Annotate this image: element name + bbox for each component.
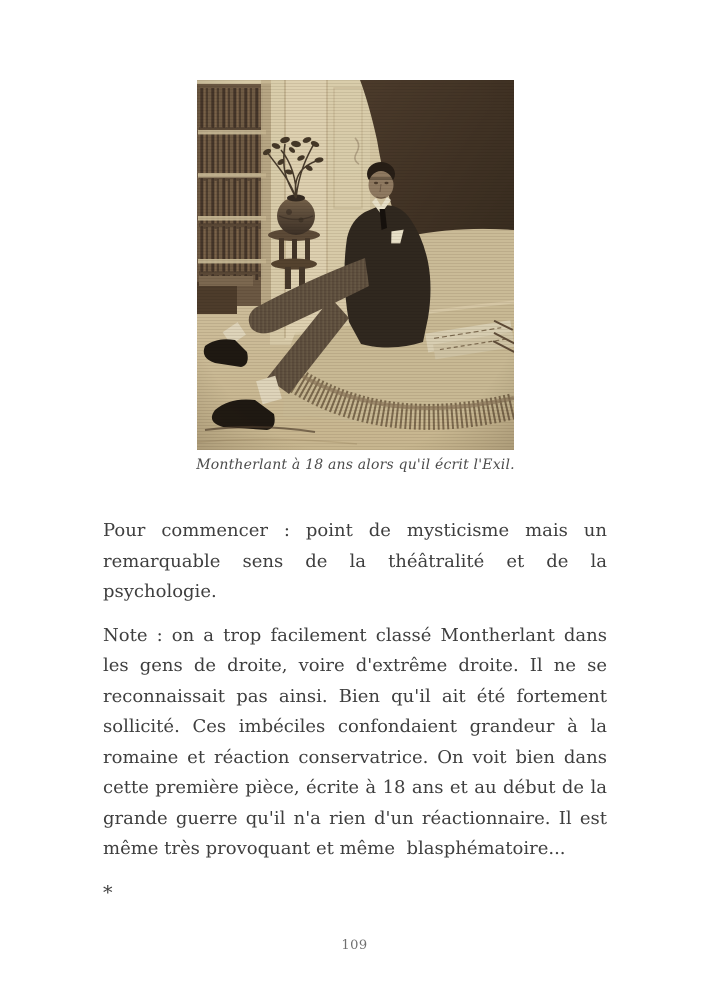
page-number: 109	[341, 938, 368, 953]
photo-caption: Montherlant à 18 ans alors qu'il écrit l'Exil.	[196, 457, 515, 473]
body-text	[103, 516, 607, 921]
paragraph-intro: Pour commencer : point de mysticisme mais un remarquable sens de la théâtralité et de la psychologie.	[103, 520, 607, 602]
paragraph-note: Note : on a trop facilement classé Montherlant dans les gens de droite, voire d'extrême droite. Il ne se reconnaissait pas ainsi. Bien qu'il ait été fortement sollicité. Ces imbéciles confondaient grandeur à la romaine et réaction conservatrice. On voit bien dans cette première pièce, écrite à 18 ans et au début de la grande guerre qu'il n'a rien d'un réactionnaire. Il est même très provoquant et même blasphématoire...	[103, 624, 607, 859]
photo-montherlant-seated	[197, 80, 514, 450]
photo-illustration	[197, 80, 514, 450]
section-separator-asterisk: *	[103, 881, 113, 904]
photo-figure	[197, 80, 514, 473]
